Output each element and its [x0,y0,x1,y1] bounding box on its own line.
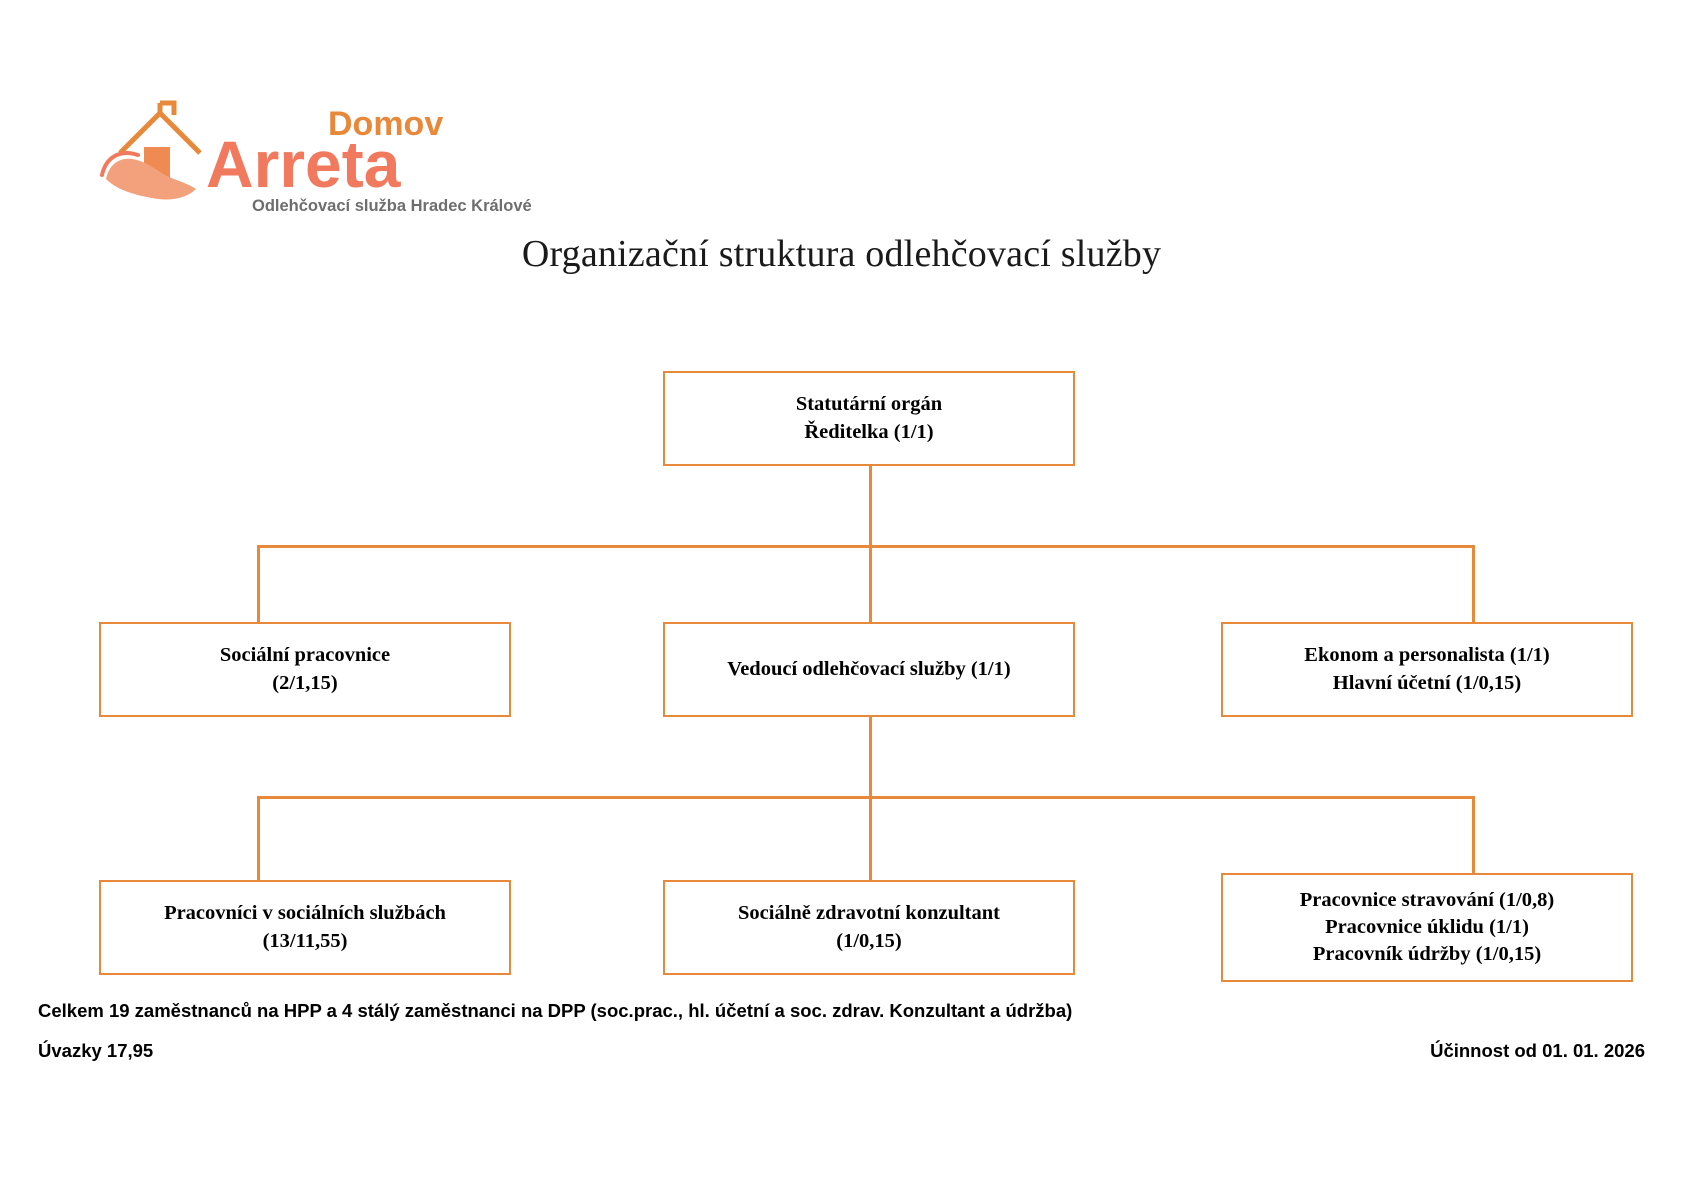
node-support-line-3: Pracovník údržby (1/0,15) [1312,943,1542,966]
connector-bus-to-services-staff [257,796,260,883]
connector-bus-to-consultant [869,796,872,883]
footer-total-staff: Celkem 19 zaměstnanců na HPP a 4 stálý zaměstnanci na DPP (soc.prac., hl. účetní a soc. zdrav. Konzultant a údržba) [38,1000,1073,1021]
node-social-workers-line-1: Sociální pracovnice [219,644,391,667]
connector-bus-to-social-workers [257,545,260,624]
node-social-health-consultant[interactable] [663,880,1075,975]
node-social-workers[interactable] [99,622,511,717]
node-statutory-body[interactable] [663,371,1075,466]
node-social-workers-line-2: (2/1,15) [272,671,338,694]
node-statutory-body-line-1: Statutární orgán [795,393,943,416]
node-social-services-staff-line-2: (13/11,55) [262,929,348,952]
connector-bus-level3 [257,796,1475,799]
node-economist-hr-line-2: Hlavní účetní (1/0,15) [1332,671,1522,694]
connector-bus-to-economist [1472,545,1475,624]
node-head-of-service-line-1: Vedoucí odlehčovací služby (1/1) [727,657,1011,680]
connector-bus-level2 [257,545,1475,548]
node-social-health-consultant-line-2: (1/0,15) [836,929,902,952]
node-social-services-staff-line-1: Pracovníci v sociálních službách [164,902,446,925]
node-statutory-body-line-2: Ředitelka (1/1) [804,420,934,443]
footer-effective-date: Účinnost od 01. 01. 2026 [1430,1040,1645,1061]
node-economist-hr-line-1: Ekonom a personalista (1/1) [1304,644,1550,667]
node-catering-cleaning-maintenance[interactable] [1221,873,1633,982]
node-social-health-consultant-line-1: Sociálně zdravotní konzultant [738,902,1000,925]
node-support-line-2: Pracovnice úklidu (1/1) [1325,915,1529,938]
node-social-services-staff[interactable] [99,880,511,975]
page-title: Organizační struktura odlehčovací služby [521,233,1162,275]
node-head-of-service[interactable] [663,622,1075,717]
connector-bus-to-head [869,545,872,624]
logo-brand-line1: Domov [328,105,444,143]
logo-brand-line2: Arreta [206,127,401,201]
footer-notes [0,1000,1683,1090]
node-economist-hr[interactable] [1221,622,1633,717]
footer-fte: Úvazky 17,95 [38,1040,154,1061]
logo-tagline: Odlehčovací služba Hradec Králové [252,197,532,215]
connector-head-down [869,714,872,798]
node-support-line-1: Pracovnice stravování (1/0,8) [1299,888,1555,911]
connector-bus-to-support [1472,796,1475,883]
connector-root-down [869,464,872,547]
